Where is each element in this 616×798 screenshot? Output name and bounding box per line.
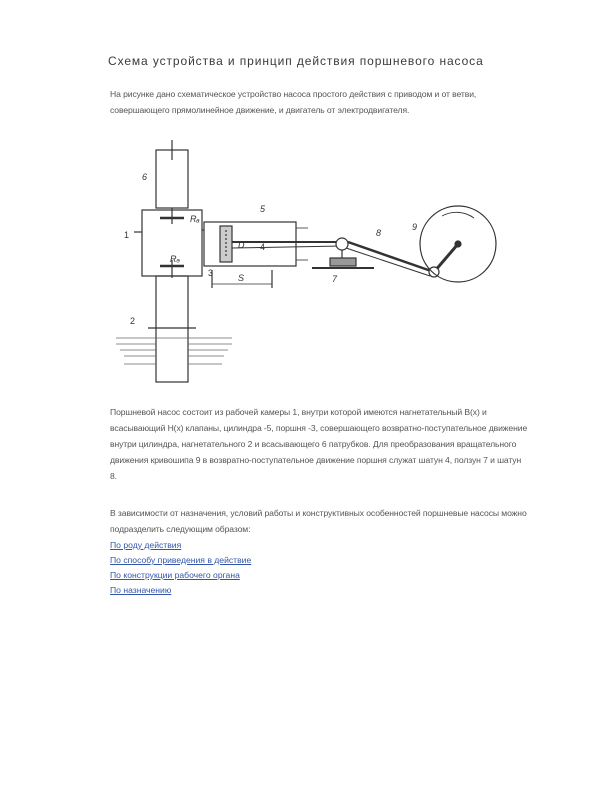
label-7: 7	[332, 274, 338, 284]
label-6: 6	[142, 172, 148, 182]
label-d: D	[238, 240, 245, 250]
classification-intro: В зависимости от назначения, условий работы и конструктивных особенностей поршневые насосы можно подразделить следующим образом:	[110, 508, 527, 534]
cylinder	[204, 222, 296, 266]
label-9: 9	[412, 222, 418, 232]
label-rv: Rₔ	[170, 254, 180, 264]
label-s: S	[238, 273, 245, 283]
description-paragraph: Поршневой насос состоит из рабочей камеры 1, внутри которой имеются нагнетательный В(х) и всасывающий Н(х) клапаны, цилиндра -5, поршня -3, совершающего возвратно-поступательное движение внутри цилиндра, нагнетательного 2 и всасывающего 6 патрубков. Для преобразования вращательного движения кривошипа 9 в возвратно-поступательное движение поршня служат шатун 4, ползун 7 и шатун 8.	[110, 407, 528, 481]
slider	[330, 258, 356, 266]
label-1: 1	[124, 230, 130, 240]
label-4: 4	[260, 242, 266, 252]
label-rd: Rₐ	[190, 214, 200, 224]
link-by-purpose[interactable]: По назначению	[110, 585, 172, 595]
label-3: 3	[208, 268, 214, 278]
intro-paragraph: На рисунке дано схематическое устройство насоса простого действия с приводом и от ветви, совершающего прямолинейное движение, и двигатель от электродвигателя.	[110, 89, 477, 115]
suction-pipe	[156, 276, 188, 382]
classification-links	[110, 538, 251, 598]
piston-pump-diagram	[112, 138, 502, 398]
page-title: Схема устройства и принцип действия поршневого насоса	[108, 54, 484, 68]
label-5: 5	[260, 204, 266, 214]
link-by-action[interactable]: По роду действия	[110, 540, 182, 550]
label-8: 8	[376, 228, 382, 238]
link-by-drive-method[interactable]: По способу приведения в действие	[110, 555, 252, 565]
label-2: 2	[130, 316, 136, 326]
link-by-design[interactable]: По конструкции рабочего органа	[110, 570, 240, 580]
